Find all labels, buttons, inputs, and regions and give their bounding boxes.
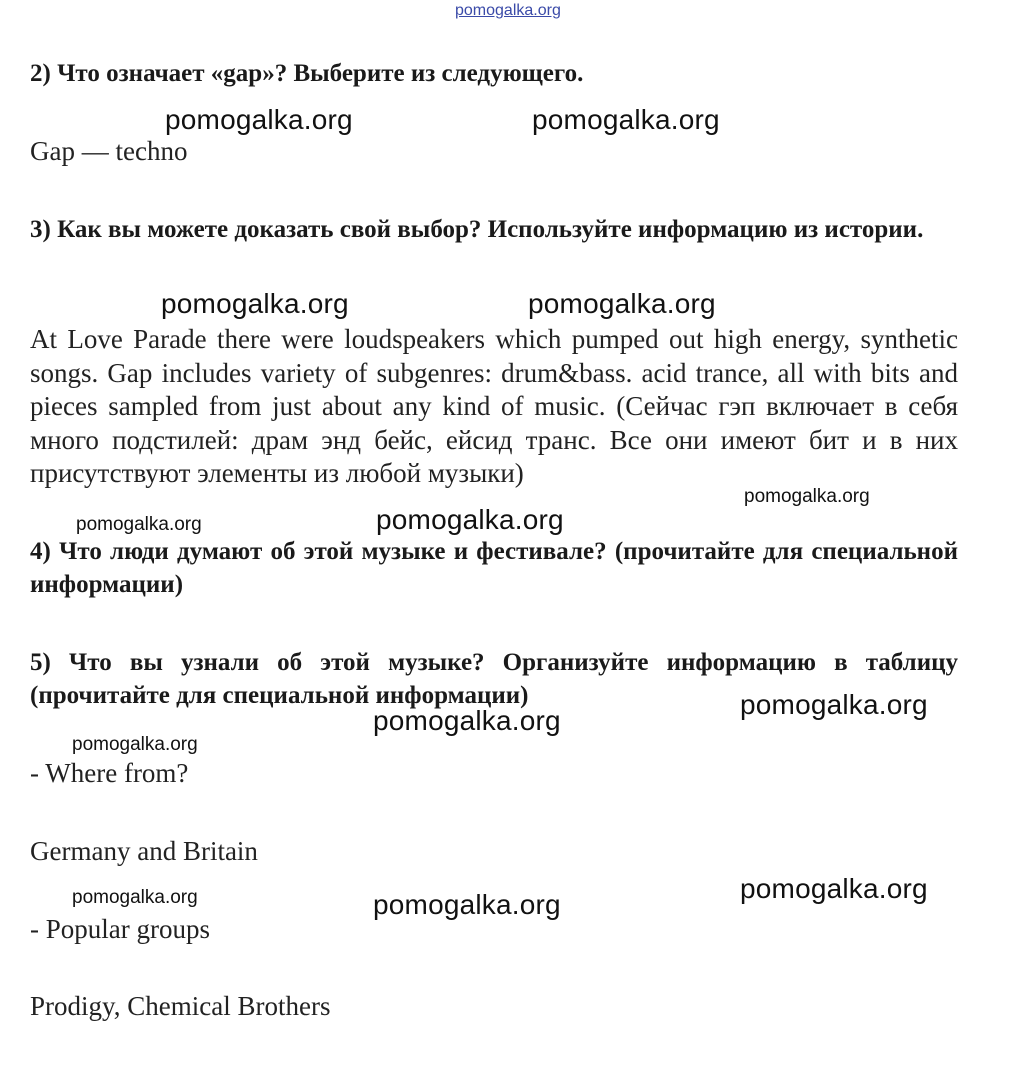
question-2: 2) Что означает «gap»? Выберите из следующего. [30, 60, 584, 87]
watermark: pomogalka.org [373, 889, 561, 920]
watermark: pomogalka.org [373, 705, 561, 736]
watermark: pomogalka.org [76, 514, 202, 535]
item-label-popular-groups: - Popular groups [30, 914, 210, 944]
watermark-top-link[interactable]: pomogalka.org [455, 2, 561, 19]
watermark: pomogalka.org [165, 104, 353, 135]
question-4: 4) Что люди думают об этой музыке и фестивале? (прочитайте для специальной информации) [30, 538, 958, 598]
watermark: pomogalka.org [740, 873, 928, 904]
watermark: pomogalka.org [161, 288, 349, 319]
question-3: 3) Как вы можете доказать свой выбор? Используйте информацию из истории. [30, 216, 924, 243]
watermark: pomogalka.org [376, 504, 564, 535]
question-5: 5) Что вы узнали об этой музыке? Организуйте информацию в таблицу (прочитайте для специальной информации) [30, 649, 958, 709]
watermark: pomogalka.org [532, 104, 720, 135]
answer-3: At Love Parade there were loudspeakers which pumped out high energy, synthetic songs. Gap includes variety of subgenres: drum&bass. acid trance, all with bits and pieces sampled from just about any kind of music. (Сейчас гэп включает в себя много подстилей: драм энд бейс, ейсид транс. Все они имеют бит и в них присутствуют элементы из любой музыки) [30, 324, 958, 488]
watermark: pomogalka.org [72, 734, 198, 755]
item-value-popular-groups: Prodigy, Chemical Brothers [30, 991, 331, 1021]
answer-2: Gap — techno [30, 136, 188, 166]
watermark: pomogalka.org [744, 486, 870, 507]
item-label-where-from: - Where from? [30, 758, 189, 788]
watermark: pomogalka.org [528, 288, 716, 319]
item-value-where-from: Germany and Britain [30, 836, 258, 866]
watermark: pomogalka.org [740, 689, 928, 720]
watermark: pomogalka.org [72, 887, 198, 908]
